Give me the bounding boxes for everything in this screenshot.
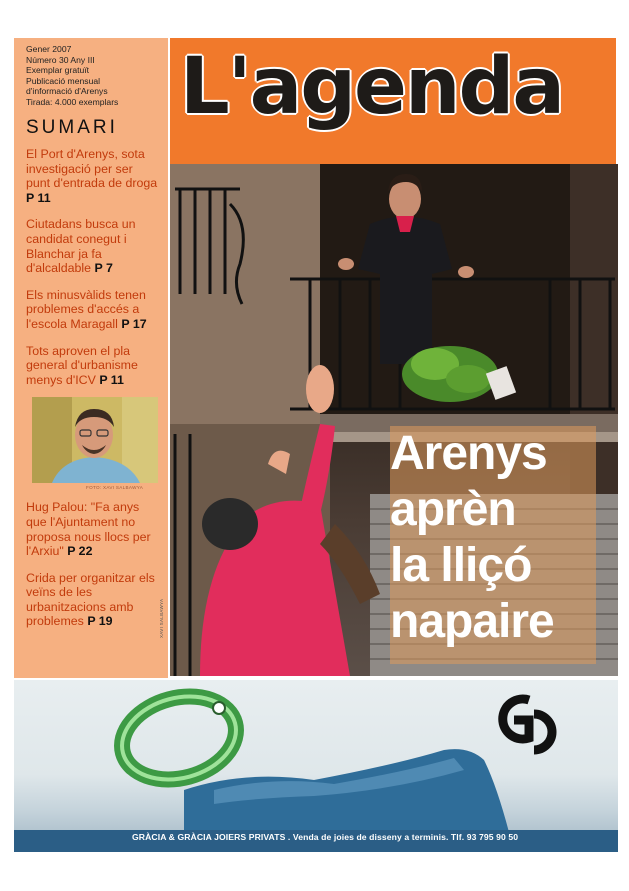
headline-text: Crida per organitzar els veïns de les urbanitzacions amb problemes (26, 570, 155, 629)
headline-page: P 7 (94, 261, 113, 276)
headline-page: P 11 (99, 372, 124, 387)
sumari-headline[interactable] (26, 217, 158, 275)
masthead-line: Número 30 Any III (26, 54, 95, 65)
sumari-headline[interactable] (26, 571, 158, 629)
sumari-title: SUMARI (26, 117, 118, 138)
masthead-info (26, 44, 158, 107)
sumari-headline[interactable] (26, 147, 158, 205)
cover-photo (170, 164, 618, 676)
headline-page: P 22 (67, 544, 93, 559)
logo: L'agenda (180, 42, 563, 132)
headline-page: P 19 (87, 614, 113, 629)
ad-caption: GRÀCIA & GRÀCIA JOIERS PRIVATS . Venda de joies de disseny a terminis. Tlf. 93 795 90 50 (132, 832, 519, 842)
sumari-headline[interactable] (26, 500, 158, 558)
sidebar-sumari (14, 38, 168, 678)
headline-page: P 11 (26, 190, 51, 205)
masthead-line: Exemplar gratuït (26, 65, 90, 75)
portrait-photo (32, 397, 158, 483)
masthead-line: Publicació mensual (26, 75, 101, 86)
cover-headline[interactable] (390, 426, 600, 650)
headline-text: Tots aproven el pla general d'urbanisme menys d'ICV (26, 343, 138, 387)
masthead-line: Tirada: 4.000 exemplars (26, 96, 119, 107)
masthead-header (170, 38, 616, 164)
jewelry-advertisement[interactable] (14, 680, 618, 852)
brand-logo-icon (503, 699, 552, 750)
headline-text: El Port d'Arenys, sota investigació per ser punt d'entrada de droga (26, 147, 158, 191)
masthead-line: d'informació d'Arenys (26, 86, 108, 96)
headline-text: Ciutadans busca un candidat conegut i Blanchar ja fa d'alcaldable (26, 217, 136, 276)
ad-illustration (14, 680, 618, 852)
headline-text: Hug Palou: "Fa anys que l'Ajuntament no proposa nous llocs per l'Arxiu" (26, 500, 151, 559)
cover-headline-line: la lliçó (390, 539, 532, 592)
cover-photo-credit: XAVI SALBAWYA (159, 598, 164, 638)
cover-headline-line: aprèn (390, 483, 516, 536)
headline-text: Els minusvàlids tenen problemes d'accés a l'escola Maragall (26, 287, 146, 331)
headline-page: P 17 (121, 316, 147, 331)
photo-credit: FOTO: XAVI SALBAWYA (86, 485, 144, 491)
masthead-line: Gener 2007 (26, 44, 72, 54)
cover-headline-line: Arenys (390, 427, 547, 480)
sumari-headline[interactable] (26, 288, 158, 332)
portrait-illustration (32, 397, 158, 483)
sumari-headline[interactable] (26, 344, 158, 388)
cover-headline-line: napaire (390, 595, 554, 648)
